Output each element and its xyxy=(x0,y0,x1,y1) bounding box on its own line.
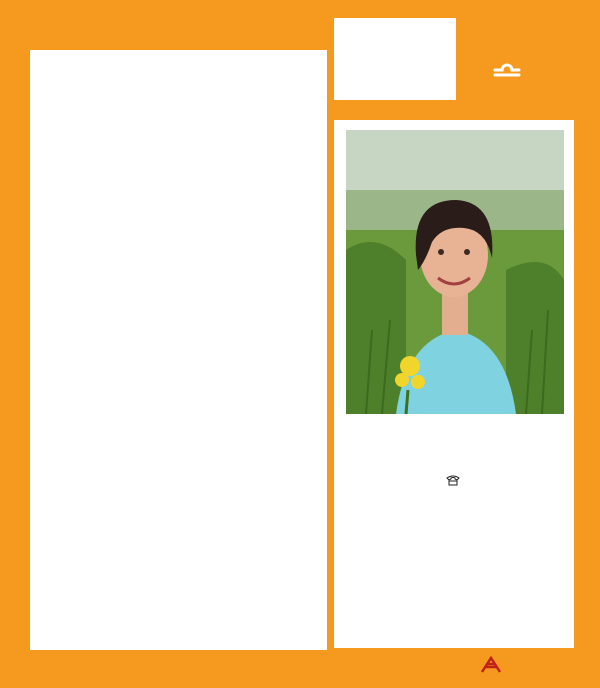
profile-panel xyxy=(334,120,574,648)
libra-zodiac-icon xyxy=(492,56,522,83)
brand-logo xyxy=(480,656,504,674)
brand-mark-icon xyxy=(480,656,502,674)
profile-photo xyxy=(346,130,564,414)
profile-phone xyxy=(334,472,574,487)
mini-calendar xyxy=(334,18,456,100)
phone-icon xyxy=(446,475,460,486)
day-list xyxy=(30,50,327,650)
